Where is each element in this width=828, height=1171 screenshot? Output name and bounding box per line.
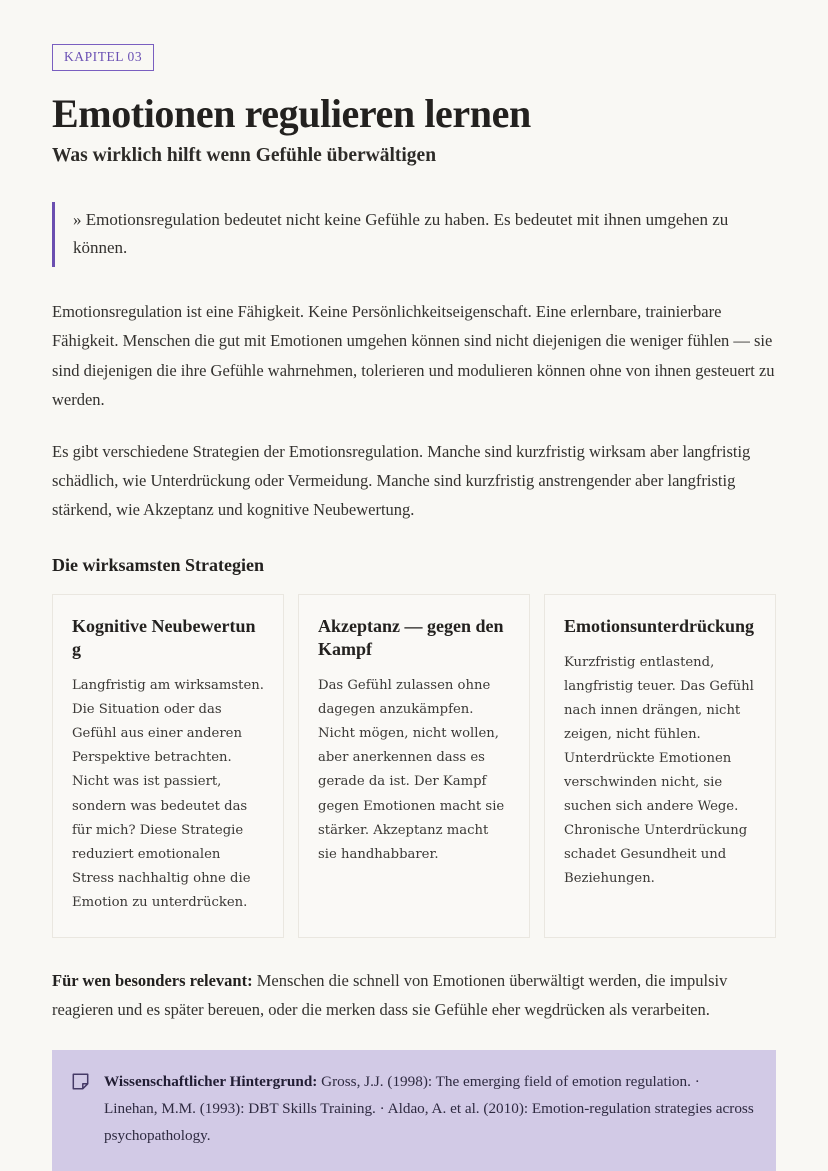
body-paragraph-1: Emotionsregulation ist eine Fähigkeit. Keine Persönlichkeitseigenschaft. Eine erlernbare, trainierbare Fähigkeit. Menschen die gut mit Emotionen umgehen können sind nicht diejenigen die weniger fühlen — sie sind diejenigen die ihre Gefühle wahrnehmen, tolerieren und modulieren können ohne von ihnen gesteuert zu werden. [52, 302, 775, 410]
strategy-card-body: Langfristig am wirksamsten. Die Situation oder das Gefühl aus einer anderen Perspektive betrachten. Nicht was ist passiert, sondern was bedeutet das für mich? Diese Strategie reduziert emotionalen Stress nachhaltig ohne die Emotion zu unterdrücken. [72, 678, 264, 910]
page-subtitle: Was wirklich hilft wenn Gefühle überwältigen [52, 144, 437, 166]
strategy-card [544, 594, 776, 938]
strategy-card-body: Das Gefühl zulassen ohne dagegen anzukämpfen. Nicht mögen, nicht wollen, aber anerkennen dass es gerade da ist. Der Kampf gegen Emotionen macht sie stärker. Akzeptanz macht sie handhabbarer. [318, 678, 505, 862]
references-text [104, 1069, 754, 1149]
page-title: Emotionen regulieren lernen [52, 90, 531, 136]
strategy-card-body: Kurzfristig entlastend, langfristig teuer. Das Gefühl nach innen drängen, nicht zeigen, nicht fühlen. Unterdrückte Emotionen verschwinden nicht, sie suchen sich andere Wege. Chronische Unterdrückung schadet Gesundheit und Beziehungen. [564, 655, 754, 887]
strategy-card [298, 594, 530, 938]
strategy-card-title: Kognitive Neubewertung [72, 615, 256, 660]
pull-quote [52, 202, 776, 267]
strategy-card-title: Akzeptanz — gegen den Kampf [318, 615, 504, 660]
strategy-card [52, 594, 284, 938]
relevance-note [52, 966, 776, 1025]
references-label: Wissenschaftlicher Hintergrund: [104, 1073, 318, 1091]
relevance-text: Menschen die schnell von Emotionen überwältigt werden, die impulsiv reagieren und es später bereuen, oder die merken dass sie Gefühle eher wegdrücken als verarbeiten. [52, 970, 728, 1019]
relevance-label: Für wen besonders relevant: [52, 970, 253, 990]
references-callout [52, 1050, 776, 1170]
references-body: Gross, J.J. (1998): The emerging field of emotion regulation. · Linehan, M.M. (1993): DBT Skills Training. · Aldao, A. et al. (2010): Emotion-regulation strategies across psychopathology. [104, 1073, 754, 1144]
strategy-card-list [52, 594, 776, 938]
strategy-card-title: Emotionsunterdrückung [564, 615, 755, 636]
pull-quote-text: » Emotionsregulation bedeutet nicht keine Gefühle zu haben. Es bedeutet mit ihnen umgehen zu können. [73, 210, 729, 257]
chapter-badge: KAPITEL 03 [52, 44, 154, 71]
body-paragraph-2: Es gibt verschiedene Strategien der Emotionsregulation. Manche sind kurzfristig wirksam aber langfristig schädlich, wie Unterdrückung oder Vermeidung. Manche sind kurzfristig anstrengender aber langfristig stärkend, wie Akzeptanz und kognitive Neubewertung. [52, 441, 751, 520]
section-heading: Die wirksamsten Strategien [52, 554, 264, 575]
note-icon [72, 1073, 89, 1090]
